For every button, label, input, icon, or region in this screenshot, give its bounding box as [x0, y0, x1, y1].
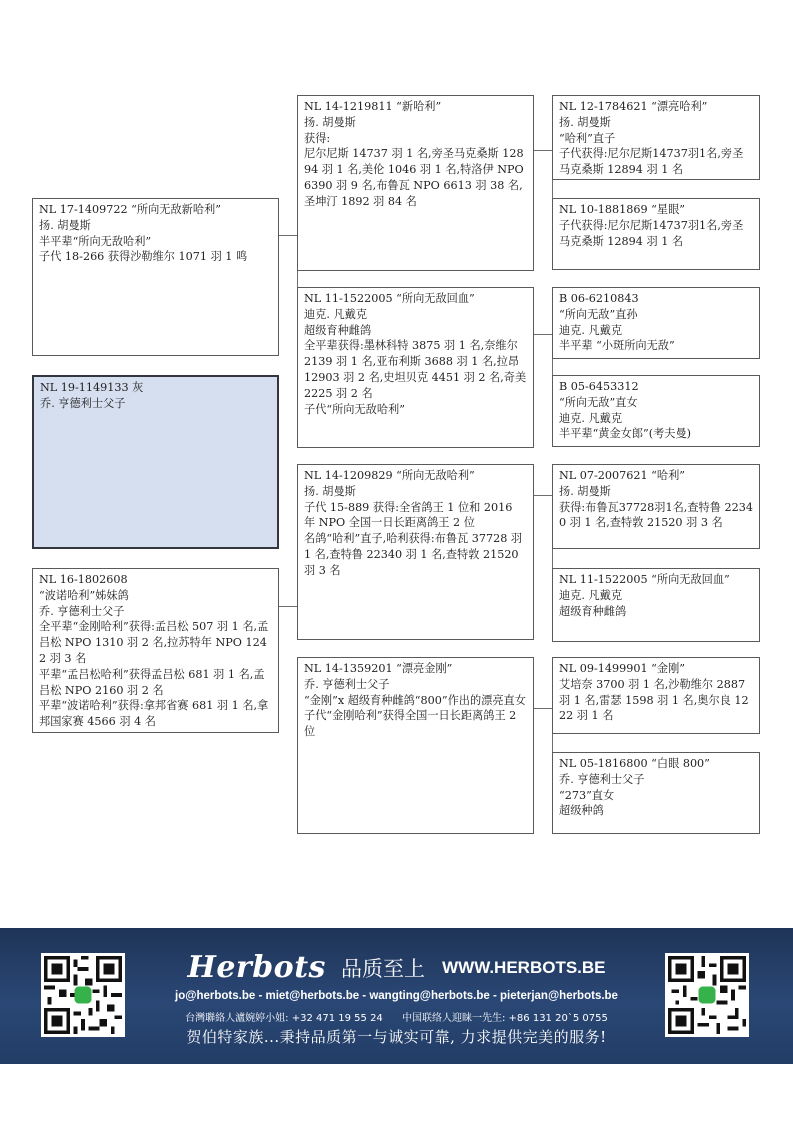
pedigree-subject [32, 375, 279, 549]
ring-number: NL 14-1209829 “所向无敌哈利” [304, 469, 475, 482]
pedigree-note: “所向无敌”直孙 [559, 307, 638, 321]
breeder: 扬. 胡曼斯 [304, 115, 356, 129]
pedigree-sire [32, 198, 279, 356]
breeder: 扬. 胡曼斯 [304, 484, 356, 498]
ring-number: NL 11-1522005 “所向无敌回血” [559, 573, 730, 586]
pedigree-note: 艾培奈 3700 羽 1 名,沙勒维尔 2887 羽 1 名,雷瑟 1598 羽 1 名,奥尔良 1222 羽 1 名 [559, 677, 749, 723]
breeder: 乔. 亨德利士父子 [40, 396, 126, 410]
breeder: 乔. 亨德利士父子 [559, 772, 645, 786]
pedigree-dsd [552, 568, 760, 642]
pedigree-dam [32, 568, 279, 733]
breeder: 迪克. 凡戴克 [559, 323, 623, 337]
pedigree-note: “金刚”x 超级育种雌鸽“800”作出的漂亮直女 [304, 693, 526, 707]
ring-number: NL 16-1802608 [39, 573, 128, 586]
pedigree-dds [552, 657, 760, 734]
pedigree-sds [552, 287, 760, 359]
ring-number: NL 09-1499901 “金刚” [559, 662, 685, 675]
pedigree-sss [552, 95, 760, 180]
motto: 贺伯特家族...秉持品质第一与诚实可靠, 力求提供完美的服务! [186, 1028, 607, 1046]
pedigree-sire-dam [297, 287, 534, 448]
connector-line [534, 150, 552, 151]
breeder: 扬. 胡曼斯 [559, 484, 611, 498]
pedigree-dam-sire [297, 464, 534, 640]
pedigree-note: 超级育种雌鸽 [304, 323, 372, 337]
pedigree-note: 尼尔尼斯 14737 羽 1 名,旁圣马克桑斯 12894 羽 1 名,美伦 1046 羽 1 名,特洛伊 NPO 6390 羽 9 名,布鲁瓦 NPO 6613 羽 38 名,圣坤汀 1892 羽 84 名 [304, 147, 524, 208]
breeder: 迪克. 凡戴克 [304, 307, 368, 321]
pedigree-note: 子代“所向无敌哈利” [304, 402, 405, 416]
pedigree-note: 获得: [304, 131, 331, 145]
pedigree-note: 超级育种雌鸽 [559, 604, 627, 618]
ring-number: NL 11-1522005 “所向无敌回血” [304, 292, 475, 305]
breeder: 扬. 胡曼斯 [559, 115, 611, 129]
pedigree-note: 平辈“孟吕松哈利”获得孟吕松 681 羽 1 名,孟吕松 NPO 2160 羽 2 名 [39, 667, 265, 697]
breeder: 迪克. 凡戴克 [559, 411, 623, 425]
pedigree-note: 半平辈“所向无敌哈利” [39, 234, 152, 248]
pedigree-note: 子代获得:尼尔尼斯14737羽1名,旁圣马克桑斯 12894 羽 1 名 [559, 147, 744, 177]
pedigree-note: 获得:布鲁瓦37728羽1名,查特鲁 22340 羽 1 名,查特敦 21520 羽 3 名 [559, 500, 753, 530]
connector-line [534, 334, 552, 335]
pedigree-dss [552, 464, 760, 549]
pedigree-note: 子代 18-266 获得沙勒维尔 1071 羽 1 鸣 [39, 250, 248, 264]
breeder: 乔. 亨德利士父子 [39, 604, 125, 618]
footer-banner [0, 928, 793, 1064]
connector-line [279, 606, 297, 607]
pedigree-note: 超级种鸽 [559, 804, 604, 818]
ring-number: NL 05-1816800 “白眼 800” [559, 757, 710, 770]
ring-number: NL 12-1784621 “漂亮哈利” [559, 100, 708, 113]
pedigree-note: 半平辈“黄金女郎”(考夫曼) [559, 427, 692, 441]
ring-number: NL 17-1409722 “所向无敌新哈利” [39, 203, 221, 216]
pedigree-note: “哈利”直子 [559, 131, 616, 145]
pedigree-note: “所向无敌”直女 [559, 395, 638, 409]
contact-taiwan: 台灣聯絡人瀘婉婷小姐: +32 471 19 55 24 [185, 1013, 383, 1024]
pedigree-sdd [552, 375, 760, 447]
tagline: 品质至上 [341, 956, 426, 981]
pedigree-ddd [552, 752, 760, 834]
brand-row [0, 950, 793, 985]
pedigree-ssd [552, 198, 760, 270]
pedigree-note: 平辈“波诺哈利”获得:拿邦省赛 681 羽 1 名,拿邦国家赛 4566 羽 4 名 [39, 699, 269, 729]
breeder: 扬. 胡曼斯 [39, 218, 91, 232]
pedigree-note: “波诺哈利”姊妹鸽 [39, 588, 129, 602]
connector-line [279, 235, 297, 236]
website-link[interactable]: WWW.HERBOTS.BE [442, 957, 606, 977]
contact-china: 中国联络人迎睐一先生: +86 131 20`5 0755 [402, 1013, 608, 1024]
breeder: 乔. 亨德利士父子 [304, 677, 390, 691]
ring-number: NL 10-1881869 “星眼” [559, 203, 685, 216]
herbots-logo: Herbots [187, 950, 326, 985]
ring-number: B 05-6453312 [559, 380, 639, 393]
pedigree-note: 全平辈获得:墨林科特 3875 羽 1 名,奈维尔 2139 羽 1 名,亚布利斯 3688 羽 1 名,拉昂 12903 羽 2 名,史坦贝克 4451 羽 2 名,奇美 2225 羽 2 名 [304, 339, 527, 400]
pedigree-sire-sire [297, 95, 534, 271]
pedigree-note: 子代 15-889 获得:全省鸽王 1 位和 2016 年 NPO 全国一日长距离鸽王 2 位 [304, 500, 513, 530]
ring-number: NL 14-1219811 “新哈利” [304, 100, 442, 113]
pedigree-note: 子代“金刚哈利”获得全国一日长距离鸽王 2 位 [304, 709, 517, 739]
ring-number: B 06-6210843 [559, 292, 639, 305]
ring-number: NL 07-2007621 “哈利” [559, 469, 685, 482]
breeder: 迪克. 凡戴克 [559, 588, 623, 602]
pedigree-note: 名鸽“哈利”直子,哈利获得:布鲁瓦 37728 羽 1 名,查特鲁 22340 羽 1 名,查特敦 21520 羽 3 名 [304, 532, 523, 577]
connector-line [534, 708, 552, 709]
pedigree-dam-dam [297, 657, 534, 834]
ring-number: NL 19-1149133 灰 [40, 381, 144, 394]
contact-row [0, 1009, 793, 1024]
pedigree-note: 全平辈“金刚哈利”获得:孟吕松 507 羽 1 名,孟吕松 NPO 1310 羽 2 名,拉苏特年 NPO 1242 羽 3 名 [39, 620, 269, 665]
pedigree-note: 子代获得:尼尔尼斯14737羽1名,旁圣马克桑斯 12894 羽 1 名 [559, 218, 744, 248]
pedigree-note: 半平辈 “小斑所向无敌” [559, 339, 675, 353]
email-list[interactable]: jo@herbots.be - miet@herbots.be - wangting@herbots.be - pieterjan@herbots.be [175, 990, 618, 1002]
ring-number: NL 14-1359201 “漂亮金刚” [304, 662, 453, 675]
connector-line [534, 495, 552, 496]
pedigree-note: “273”直女 [559, 788, 615, 802]
